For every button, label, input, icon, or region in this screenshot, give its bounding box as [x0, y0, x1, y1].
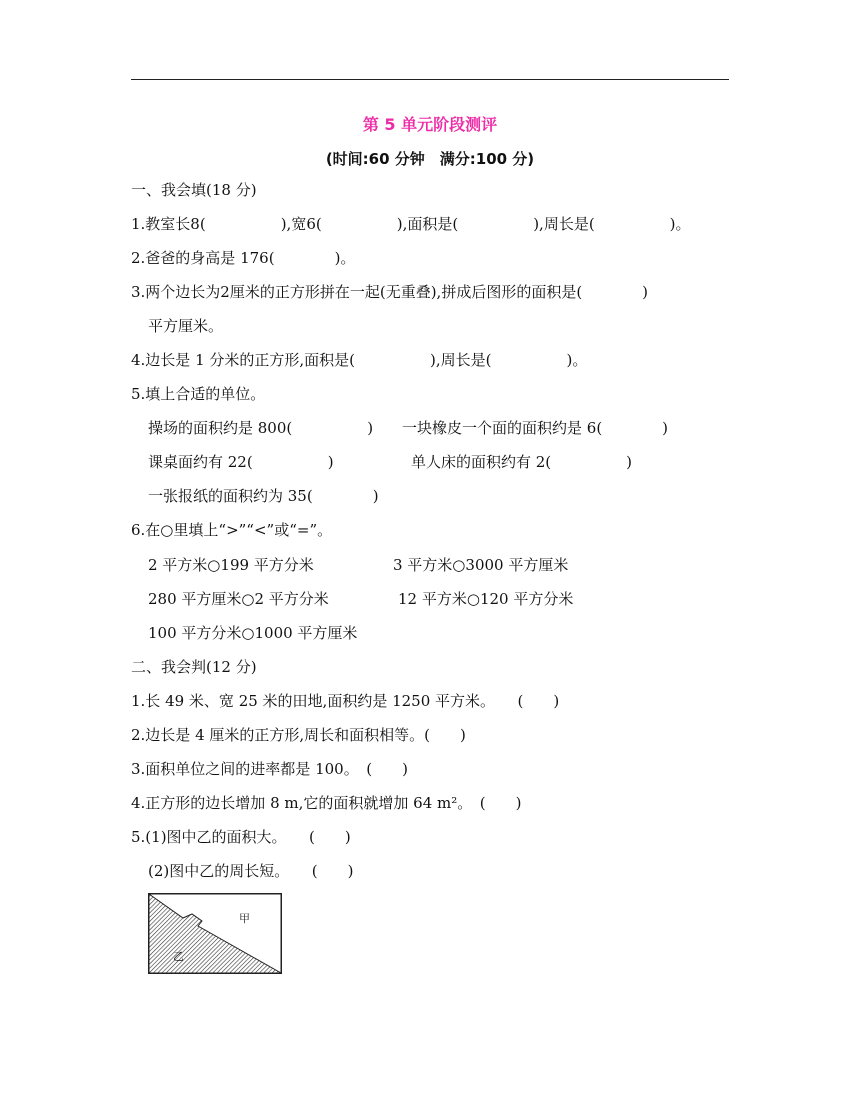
s1-question-3: 3.两个边长为2厘米的正方形拼在一起(无重叠),拼成后图形的面积是( ) [131, 283, 649, 301]
s1-question-6-d: 12 平方米○120 平方分米 [398, 590, 574, 608]
s1-question-6-c: 280 平方厘米○2 平方分米 [148, 590, 329, 608]
s1-question-6-a: 2 平方米○199 平方分米 [148, 556, 314, 574]
s1-question-5-a: 操场的面积约是 800( ) [148, 419, 374, 437]
s2-question-4: 4.正方形的边长增加 8 m,它的面积就增加 64 m²。 ( ) [131, 794, 522, 812]
s1-question-6-e: 100 平方分米○1000 平方厘米 [148, 624, 358, 642]
header-rule [131, 79, 729, 80]
s1-question-6: 6.在○里填上“>”“<”或“=”。 [131, 521, 333, 539]
s1-question-5-c: 课桌面约有 22( ) [148, 453, 334, 471]
page-title: 第 5 单元阶段测评 [362, 115, 498, 134]
s2-question-2: 2.边长是 4 厘米的正方形,周长和面积相等。( ) [131, 726, 466, 744]
s2-question-1: 1.长 49 米、宽 25 米的田地,面积约是 1250 平方米。 ( ) [131, 692, 560, 710]
s1-question-1: 1.教室长8( ),宽6( ),面积是( ),周长是( )。 [131, 215, 691, 233]
s2-question-5-2: (2)图中乙的周长短。 ( ) [148, 862, 354, 880]
s2-question-5-1: 5.(1)图中乙的面积大。 ( ) [131, 828, 351, 846]
s2-question-3: 3.面积单位之间的进率都是 100。 ( ) [131, 760, 408, 778]
s1-question-6-b: 3 平方米○3000 平方厘米 [393, 556, 569, 574]
s1-question-2: 2.爸爸的身高是 176( )。 [131, 249, 356, 267]
s1-question-5-d: 单人床的面积约有 2( ) [411, 453, 633, 471]
s1-question-3-cont: 平方厘米。 [148, 317, 224, 335]
s1-question-5-b: 一块橡皮一个面的面积约是 6( ) [402, 419, 669, 437]
section2-heading: 二、我会判(12 分) [131, 658, 257, 676]
area-figure [148, 893, 282, 974]
label-yi: 乙 [173, 950, 184, 963]
s1-question-5: 5.填上合适的单位。 [131, 385, 266, 403]
s1-question-5-e: 一张报纸的面积约为 35( ) [148, 487, 379, 505]
exam-info: (时间:60 分钟 满分:100 分) [325, 150, 535, 168]
section1-heading: 一、我会填(18 分) [131, 181, 257, 199]
s1-question-4: 4.边长是 1 分米的正方形,面积是( ),周长是( )。 [131, 351, 588, 369]
label-jia: 甲 [239, 912, 250, 925]
